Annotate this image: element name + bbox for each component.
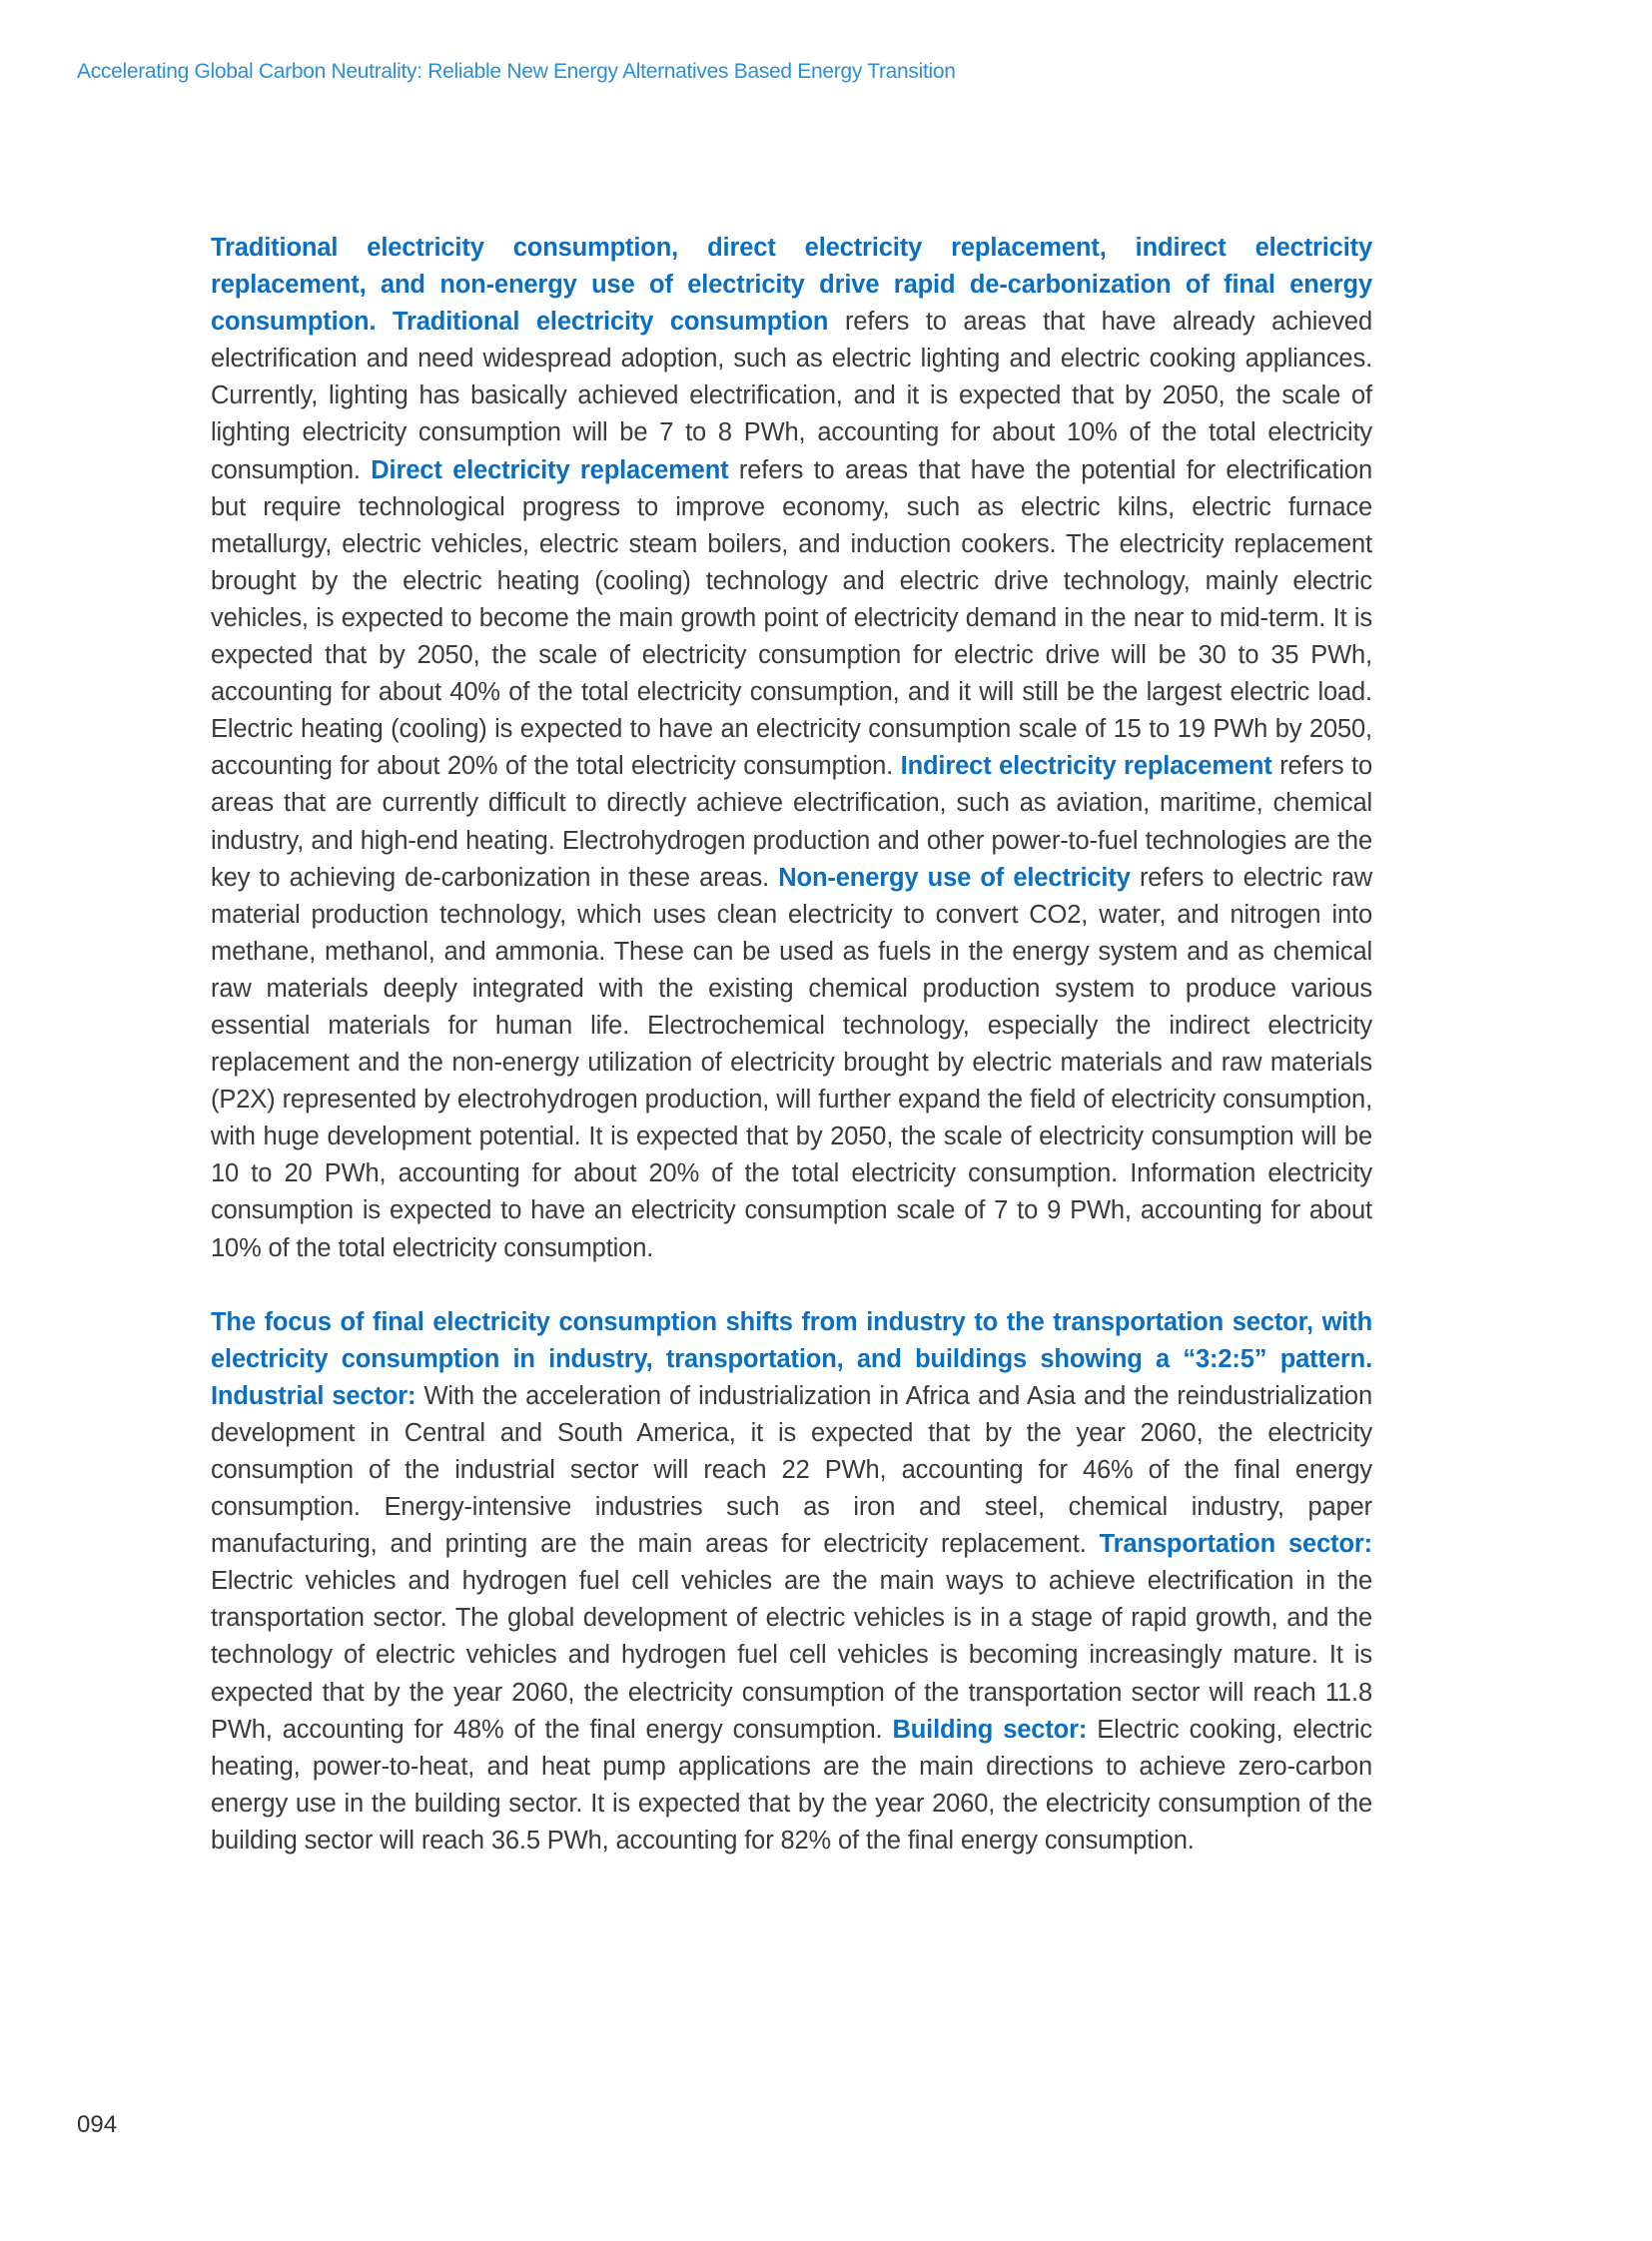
term-indirect-replacement: Indirect electricity replacement [900, 752, 1272, 781]
body-text-span: With the acceleration of industrialization in Africa and Asia and the reindustrialization development in Central and South America, it is expected that by the year 2060, the electricity consumption of the industrial sector will reach 22 PWh, accounting for 46% of the final energy consumption. Energy-intensive industries such as iron and steel, chemical industry, paper manufacturing, and printing are the main areas for electricity replacement. [211, 1381, 1372, 1559]
body-text-span: refers to areas that have already achieved electrification and need widespread adoption, such as electric lighting and electric cooking appliances. Currently, lighting has basically achieved electrification, and it is expected that by 2050, the scale of lighting electricity consumption will be 7 to 8 PWh, accounting for about 10% of the total electricity consumption. [211, 308, 1372, 484]
term-building-sector: Building sector: [892, 1715, 1088, 1744]
body-text-span: refers to areas that are currently difficult to directly achieve electrification, such as aviation, maritime, chemical industry, and high-end heating. Electrohydrogen production and other power-to-fuel technologies are the key to achieving de-carbonization in these areas. [211, 752, 1373, 892]
lead-heading: Traditional electricity consumption, direct electricity replacement, indirect electricity replacement, and non-energy use of electricity drive rapid de-carbonization of final energy consumption. Traditional electricity consumption [211, 234, 1372, 337]
lead-heading: The focus of final electricity consumption shifts from industry to the transportation sector, with electricity consumption in industry, transportation, and buildings showing a “3:2:5” pattern. Industrial sector: [211, 1307, 1372, 1410]
body-text-span: refers to electric raw material production technology, which uses clean electricity to convert CO2, water, and nitrogen into methane, methanol, and ammonia. These can be used as fuels in the energy system and as chemical raw materials deeply integrated with the existing chemical production system to produce various essential materials for human life. Electrochemical technology, especially the indirect electricity replacement and the non-energy utilization of electricity brought by electric materials and raw materials (P2X) represented by electrohydrogen production, will further expand the field of electricity consumption, with huge development potential. It is expected that by 2050, the scale of electricity consumption will be 10 to 20 PWh, accounting for about 20% of the total electricity consumption. Information electricity consumption is expected to have an electricity consumption scale of 7 to 9 PWh, accounting for about 10% of the total electricity consumption. [211, 863, 1373, 1262]
paragraph-sector-consumption [211, 1304, 1372, 1860]
term-direct-replacement: Direct electricity replacement [371, 455, 729, 484]
term-transportation-sector: Transportation sector: [1099, 1530, 1373, 1559]
running-header-title: Accelerating Global Carbon Neutrality: Reliable New Energy Alternatives Based Energy Transition [77, 60, 956, 83]
body-text [211, 230, 1372, 1896]
body-text-span: Electric vehicles and hydrogen fuel cell vehicles are the main ways to achieve electrification in the transportation sector. The global development of electric vehicles is in a stage of rapid growth, and the technology of electric vehicles and hydrogen fuel cell vehicles is becoming increasingly mature. It is expected that by the year 2060, the electricity consumption of the transportation sector will reach 11.8 PWh, accounting for 48% of the final energy consumption. [211, 1567, 1372, 1744]
term-non-energy-use: Non-energy use of electricity [778, 863, 1131, 892]
body-text-span: Electric cooking, electric heating, power-to-heat, and heat pump applications are the main directions to achieve zero-carbon energy use in the building sector. It is expected that by the year 2060, the electricity consumption of the building sector will reach 36.5 PWh, accounting for 82% of the final energy consumption. [211, 1715, 1372, 1855]
body-text-span: refers to areas that have the potential for electrification but require technological progress to improve economy, such as electric kilns, electric furnace metallurgy, electric vehicles, electric steam boilers, and induction cookers. The electricity replacement brought by the electric heating (cooling) technology and electric drive technology, mainly electric vehicles, is expected to become the main growth point of electricity demand in the near to mid-term. It is expected that by 2050, the scale of electricity consumption for electric drive will be 30 to 35 PWh, accounting for about 40% of the total electricity consumption, and it will still be the largest electric load. Electric heating (cooling) is expected to have an electricity consumption scale of 15 to 19 PWh by 2050, accounting for about 20% of the total electricity consumption. [211, 455, 1372, 781]
page-number: 094 [77, 2111, 118, 2138]
paragraph-electricity-replacement [211, 230, 1372, 1267]
